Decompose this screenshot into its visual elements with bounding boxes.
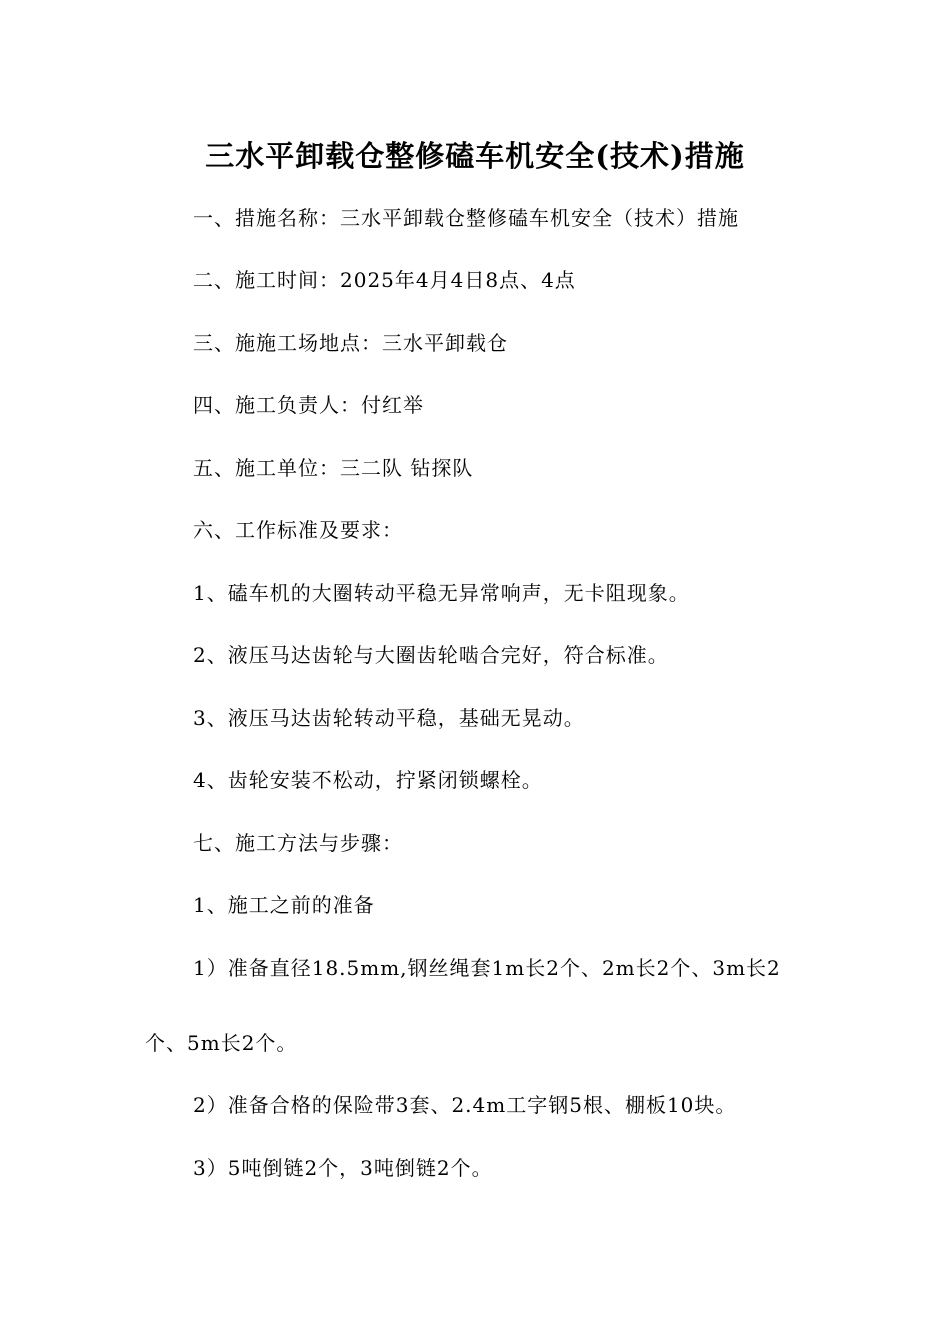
standard-item: 2、液压马达齿轮与大圈齿轮啮合完好，符合标准。 bbox=[193, 643, 669, 667]
preparation-item: 3）5吨倒链2个，3吨倒链2个。 bbox=[193, 1156, 493, 1180]
construction-site-line: 三、施施工场地点：三水平卸载仓 bbox=[193, 331, 508, 355]
methods-heading: 七、施工方法与步骤： bbox=[193, 831, 403, 855]
document-title: 三水平卸载仓整修磕车机安全(技术)措施 bbox=[205, 139, 745, 173]
preparation-item: 1）准备直径18.5mm,钢丝绳套1m长2个、2m长2个、3m长2 bbox=[193, 956, 781, 980]
standard-item: 3、液压马达齿轮转动平稳，基础无晃动。 bbox=[193, 706, 585, 730]
standard-item: 1、磕车机的大圈转动平稳无异常响声，无卡阻现象。 bbox=[193, 581, 690, 605]
measure-name-line: 一、措施名称：三水平卸载仓整修磕车机安全（技术）措施 bbox=[193, 206, 739, 230]
construction-unit-line: 五、施工单位：三二队 钻探队 bbox=[193, 456, 474, 480]
preparation-item-continuation: 个、5m长2个。 bbox=[145, 1031, 298, 1055]
work-standards-heading: 六、工作标准及要求： bbox=[193, 518, 403, 542]
preparation-item: 2）准备合格的保险带3套、2.4m工字钢5根、棚板10块。 bbox=[193, 1093, 737, 1117]
person-in-charge-line: 四、施工负责人：付红举 bbox=[193, 393, 424, 417]
construction-time-line: 二、施工时间：2025年4月4日8点、4点 bbox=[193, 268, 576, 292]
preparation-subheading: 1、施工之前的准备 bbox=[193, 893, 375, 917]
standard-item: 4、齿轮安装不松动，拧紧闭锁螺栓。 bbox=[193, 768, 543, 792]
